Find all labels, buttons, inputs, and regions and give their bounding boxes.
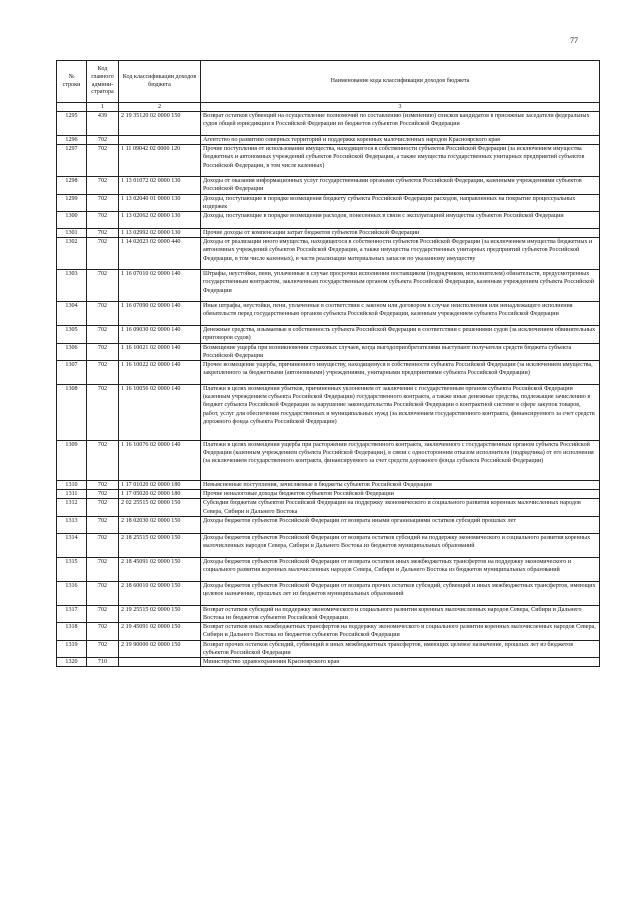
table-row [57,238,600,270]
classification-code: 1 16 10021 02 0000 140 [119,343,201,360]
column-number: 3 [201,103,600,112]
table-row [57,112,600,136]
admin-code: 702 [87,212,119,229]
row-number: 1316 [57,581,87,605]
classification-code: 1 16 09030 02 0000 140 [119,326,201,343]
code-name: Возмещение ущерба при возникновении страховых случаев, когда выгодоприобретателями выступают получатели средств бюджета субъекта Российской Федерации [201,343,600,360]
code-name: Доходы от реализации иного имущества, находящегося в собственности субъектов Российской Федерации (за исключением имущества бюджетных и автономных учреждений субъектов Российской Федерации, а также имущества государственных унитарных предприятий субъектов Российской Федерации, в том числе казенных), в части реализации материальных запасов по указанному имуществу [201,238,600,270]
classification-code: 2 19 35120 02 0000 150 [119,112,201,136]
code-name: Иные штрафы, неустойки, пени, уплаченные в соответствии с законом или договором в случае неисполнения или ненадлежащего исполнения обязательств перед государственным органом субъекта Российской Федерации, казенным учреждением субъекта Российской Федерации [201,302,600,326]
table-row [57,516,600,533]
column-number: 2 [119,103,201,112]
code-name: Возврат прочих остатков субсидий, субвенций и иных межбюджетных трансфертов, имеющих целевое назначение, прошлых лет из бюджетов субъектов Российской Федерации [201,640,600,657]
header-row-number: № строки [57,61,87,103]
code-name: Доходы, поступающие в порядке возмещения бюджету субъекта Российской Федерации расходов, направленных на покрытие процессуальных издержек [201,194,600,211]
admin-code: 439 [87,112,119,136]
row-number: 1313 [57,516,87,533]
table-row [57,441,600,481]
classification-code: 1 17 05020 02 0000 180 [119,490,201,499]
classification-code [119,136,201,145]
code-name: Доходы бюджетов субъектов Российской Федерации от возврата остатков субсидий на поддержку экономического и социального развития коренных малочисленных народов Севера, Сибири и Дальнего Востока из бюджетов муниципальных образований [201,533,600,557]
code-name: Министерство здравоохранения Красноярского края [201,658,600,667]
code-name: Возврат остатков субсидий на поддержку экономического и социального развития коренных малочисленных народов Севера, Сибири и Дальнего Востока из бюджетов субъектов Российской Федерации [201,605,600,622]
table-row [57,212,600,229]
classification-code: 2 02 25515 02 0000 150 [119,499,201,516]
row-number: 1301 [57,229,87,238]
table-row [57,302,600,326]
code-name: Агентство по развитию северных территорий и поддержке коренных малочисленных народов Красноярского края [201,136,600,145]
table-row [57,136,600,145]
code-name: Возврат остатков иных межбюджетных трансфертов на поддержку экономического и социального развития коренных малочисленных народов Севера, Сибири и Дальнего Востока из бюджетов субъектов Российской Федерации [201,623,600,640]
table-row [57,194,600,211]
row-number: 1311 [57,490,87,499]
page-number: 77 [570,36,578,45]
code-name: Доходы бюджетов субъектов Российской Федерации от возврата иными организациями остатков субсидий прошлых лет [201,516,600,533]
table-row [57,361,600,385]
row-number: 1303 [57,270,87,302]
table-row [57,640,600,657]
classification-code [119,658,201,667]
classification-code: 2 19 25515 02 0000 150 [119,605,201,622]
code-name: Штрафы, неустойки, пени, уплаченные в случае просрочки исполнения поставщиком (подрядчиком, исполнителем) обязательств, предусмотренных государственным контрактом, заключенным государственным органом субъекта Российской Федерации, казенным учреждением субъекта Российской Федерации [201,270,600,302]
classification-code: 1 14 02023 02 0000 440 [119,238,201,270]
table-header-row [57,61,600,103]
row-number: 1310 [57,481,87,490]
admin-code: 702 [87,343,119,360]
code-name: Субсидии бюджетам субъектов Российской Федерации на поддержку экономического и социального развития коренных малочисленных народов Севера, Сибири и Дальнего Востока [201,499,600,516]
header-admin-code: Код главного админи-стратора [87,61,119,103]
admin-code: 702 [87,302,119,326]
table-row [57,490,600,499]
row-number: 1319 [57,640,87,657]
header-code-name: Наименование кода классификации доходов бюджета [201,61,600,103]
code-name: Платежи в целях возмещения убытков, причиненных уклонением от заключения с государственным органом субъекта Российской Федерации (казенным учреждением субъекта Российской Федерации) государственного контракта, а также иные денежные средства, подлежащие зачислению в бюджет субъекта Российской Федерации за нарушение законодательства Российской Федерации о контрактной системе в сфере закупок товаров, работ, услуг для обеспечения государственных и муниципальных нужд (за исключением государственного контракта, финансируемого за счет средств дорожного фонда субъекта Российской Федерации) [201,385,600,441]
row-number: 1314 [57,533,87,557]
admin-code: 702 [87,623,119,640]
row-number: 1295 [57,112,87,136]
classification-code: 1 16 07010 02 0000 140 [119,270,201,302]
row-number: 1307 [57,361,87,385]
admin-code: 702 [87,581,119,605]
column-number: 1 [87,103,119,112]
admin-code: 702 [87,229,119,238]
table-row [57,557,600,581]
code-name: Доходы от оказания информационных услуг государственными органами субъектов Российской Федерации, казенными учреждениями субъектов Российской Федерации [201,177,600,194]
classification-code: 1 13 01072 02 0000 130 [119,177,201,194]
admin-code: 702 [87,326,119,343]
admin-code: 702 [87,441,119,481]
code-name: Прочие доходы от компенсации затрат бюджетов субъектов Российской Федерации [201,229,600,238]
admin-code: 702 [87,194,119,211]
row-number: 1300 [57,212,87,229]
classification-code: 1 13 02040 01 0000 130 [119,194,201,211]
table-row [57,229,600,238]
admin-code: 702 [87,145,119,177]
table-row [57,270,600,302]
code-name: Невыясненные поступления, зачисляемые в бюджеты субъектов Российской Федерации [201,481,600,490]
table-row [57,385,600,441]
classification-code: 2 18 25515 02 0000 150 [119,533,201,557]
row-number: 1302 [57,238,87,270]
row-number: 1304 [57,302,87,326]
classification-code: 1 16 07090 02 0000 140 [119,302,201,326]
table-row [57,499,600,516]
header-classification-code: Код классификации доходов бюджета [119,61,201,103]
row-number: 1296 [57,136,87,145]
code-name: Доходы бюджетов субъектов Российской Федерации от возврата прочих остатков субсидий, субвенций и иных межбюджетных трансфертов, имеющих целевое назначение, прошлых лет из бюджетов муниципальных образований [201,581,600,605]
table-row [57,326,600,343]
admin-code: 710 [87,658,119,667]
table-row [57,145,600,177]
row-number: 1298 [57,177,87,194]
table-row [57,605,600,622]
admin-code: 702 [87,490,119,499]
row-number: 1305 [57,326,87,343]
row-number: 1320 [57,658,87,667]
code-name: Прочие поступления от использования имущества, находящегося в собственности субъектов Российской Федерации (за исключением имущества бюджетных и автономных учреждений субъектов Российской Федерации, а также имущества государственных унитарных предприятий субъектов Российской Федерации, в том числе казенных) [201,145,600,177]
column-number-row [57,103,600,112]
row-number: 1306 [57,343,87,360]
admin-code: 702 [87,177,119,194]
row-number: 1299 [57,194,87,211]
table-body [57,112,600,667]
admin-code: 702 [87,557,119,581]
classification-code: 1 17 01020 02 0000 180 [119,481,201,490]
admin-code: 702 [87,533,119,557]
admin-code: 702 [87,481,119,490]
code-name: Возврат остатков субвенций на осуществление полномочий по составлению (изменению) списков кандидатов в присяжные заседатели федеральных судов общей юрисдикции в Российской Федерации из бюджетов субъектов Российской Федерации [201,112,600,136]
table-row [57,177,600,194]
classification-code: 1 16 10056 02 0000 140 [119,385,201,441]
classification-code: 2 19 45091 02 0000 150 [119,623,201,640]
table-row [57,533,600,557]
admin-code: 702 [87,385,119,441]
classification-code: 2 19 90000 02 0000 150 [119,640,201,657]
admin-code: 702 [87,516,119,533]
table-row [57,343,600,360]
row-number: 1315 [57,557,87,581]
admin-code: 702 [87,238,119,270]
code-name: Прочие неналоговые доходы бюджетов субъектов Российской Федерации [201,490,600,499]
classification-code: 1 11 09042 02 0000 120 [119,145,201,177]
code-name: Платежи в целях возмещения ущерба при расторжении государственного контракта, заключенного с государственным органом субъекта Российской Федерации (казенным учреждением субъекта Российской Федерации), в связи с односторонним отказом исполнителя (подрядчика) от его исполнения (за исключением государственного контракта, финансируемого за счет средств дорожного фонда субъекта Российской Федерации) [201,441,600,481]
row-number: 1318 [57,623,87,640]
code-name: Доходы бюджетов субъектов Российской Федерации от возврата остатков иных межбюджетных трансфертов на поддержку экономического и социального развития коренных малочисленных народов Севера, Сибири и Дальнего Востока из бюджетов муниципальных образований [201,557,600,581]
admin-code: 702 [87,640,119,657]
row-number: 1297 [57,145,87,177]
classification-code: 1 13 02992 02 0000 130 [119,229,201,238]
row-number: 1317 [57,605,87,622]
code-name: Доходы, поступающие в порядке возмещения расходов, понесенных в связи с эксплуатацией имущества субъектов Российской Федерации [201,212,600,229]
row-number: 1308 [57,385,87,441]
column-number [57,103,87,112]
admin-code: 702 [87,361,119,385]
row-number: 1309 [57,441,87,481]
admin-code: 702 [87,499,119,516]
code-name: Денежные средства, изымаемые в собственность субъекта Российской Федерации в соответствии с решениями судов (за исключением обвинительных приговоров судов) [201,326,600,343]
table-row [57,623,600,640]
code-name: Прочее возмещение ущерба, причиненного имуществу, находящемуся в собственности субъекта Российской Федерации (за исключением имущества, закрепленного за бюджетными (автономными) учреждениями, унитарными предприятиями субъекта Российской Федерации) [201,361,600,385]
classification-code: 1 16 10022 02 0000 140 [119,361,201,385]
admin-code: 702 [87,136,119,145]
table-row [57,581,600,605]
classification-code: 2 18 60010 02 0000 150 [119,581,201,605]
table-row [57,481,600,490]
admin-code: 702 [87,270,119,302]
admin-code: 702 [87,605,119,622]
table-row [57,658,600,667]
classification-code: 2 18 45091 02 0000 150 [119,557,201,581]
classification-code: 1 13 02062 02 0000 130 [119,212,201,229]
row-number: 1312 [57,499,87,516]
classification-code: 2 18 02030 02 0000 150 [119,516,201,533]
revenue-codes-table [56,60,600,667]
classification-code: 1 16 10076 02 0000 140 [119,441,201,481]
